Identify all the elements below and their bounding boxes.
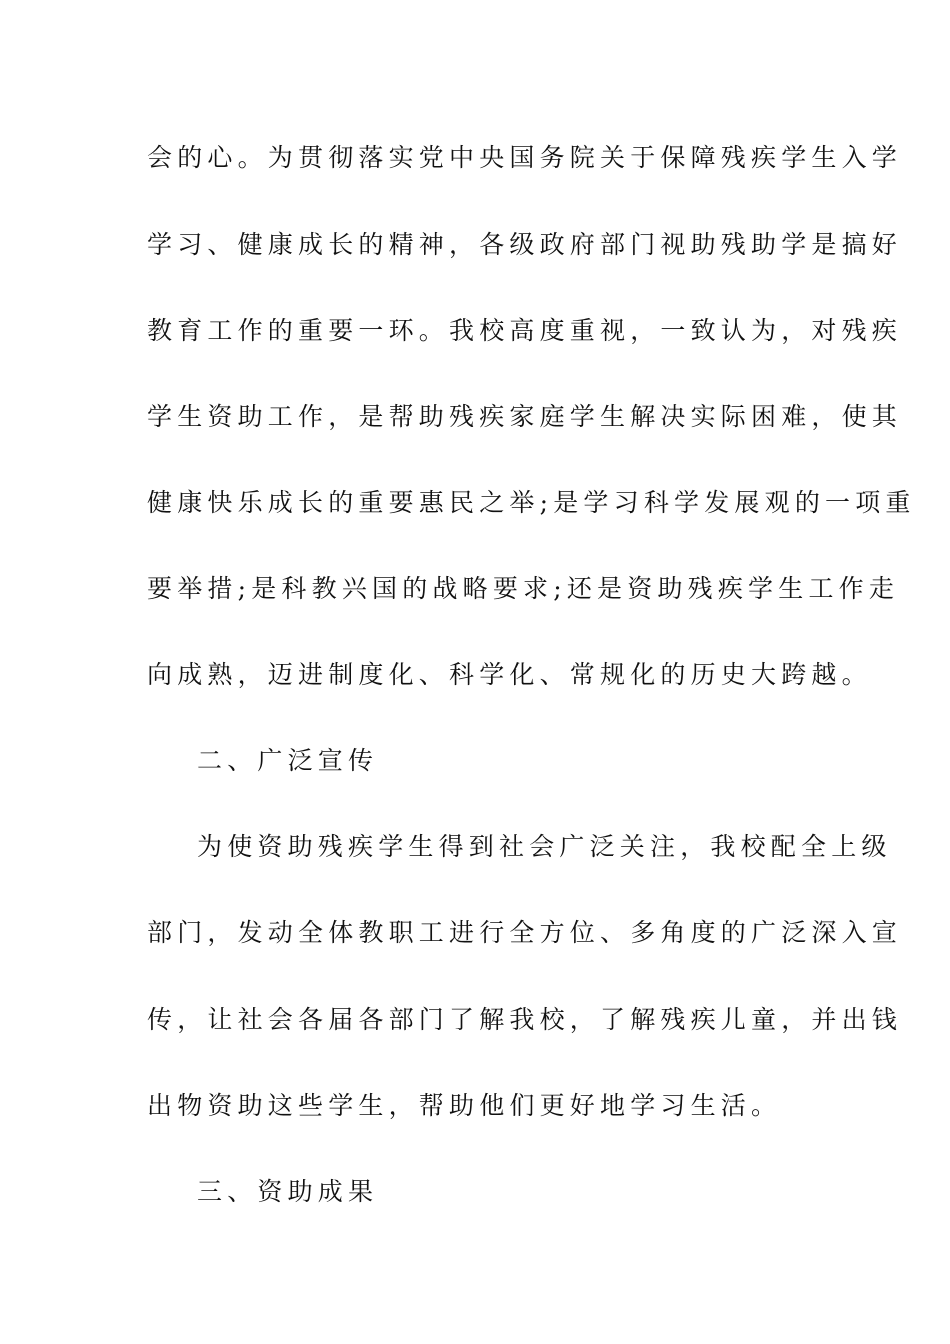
paragraph-2-line-4: 出物资助这些学生，帮助他们更好地学习生活。 [147, 1091, 782, 1120]
paragraph-2-line-3: 传，让社会各届各部门了解我校，了解残疾儿童，并出钱 [147, 1005, 903, 1034]
paragraph-1-line-1: 会的心。为贯彻落实党中央国务院关于保障残疾学生入学 [147, 143, 903, 172]
paragraph-1-line-5: 健康快乐成长的重要惠民之举;是学习科学发展观的一项重 [147, 488, 916, 517]
section-3-heading: 三、资助成果 [197, 1177, 379, 1206]
paragraph-1-line-7: 向成熟，迈进制度化、科学化、常规化的历史大跨越。 [147, 660, 872, 689]
paragraph-1-line-2: 学习、健康成长的精神，各级政府部门视助残助学是搞好 [147, 230, 903, 259]
paragraph-1-line-3: 教育工作的重要一环。我校高度重视，一致认为，对残疾 [147, 316, 903, 345]
paragraph-1-line-4: 学生资助工作，是帮助残疾家庭学生解决实际困难，使其 [147, 402, 903, 431]
paragraph-2-line-1: 为使资助残疾学生得到社会广泛关注，我校配全上级 [197, 832, 892, 861]
paragraph-2-line-2: 部门，发动全体教职工进行全方位、多角度的广泛深入宣 [147, 918, 903, 947]
paragraph-1-line-6: 要举措;是科教兴国的战略要求;还是资助残疾学生工作走 [147, 574, 900, 603]
section-2-heading: 二、广泛宣传 [197, 746, 379, 775]
